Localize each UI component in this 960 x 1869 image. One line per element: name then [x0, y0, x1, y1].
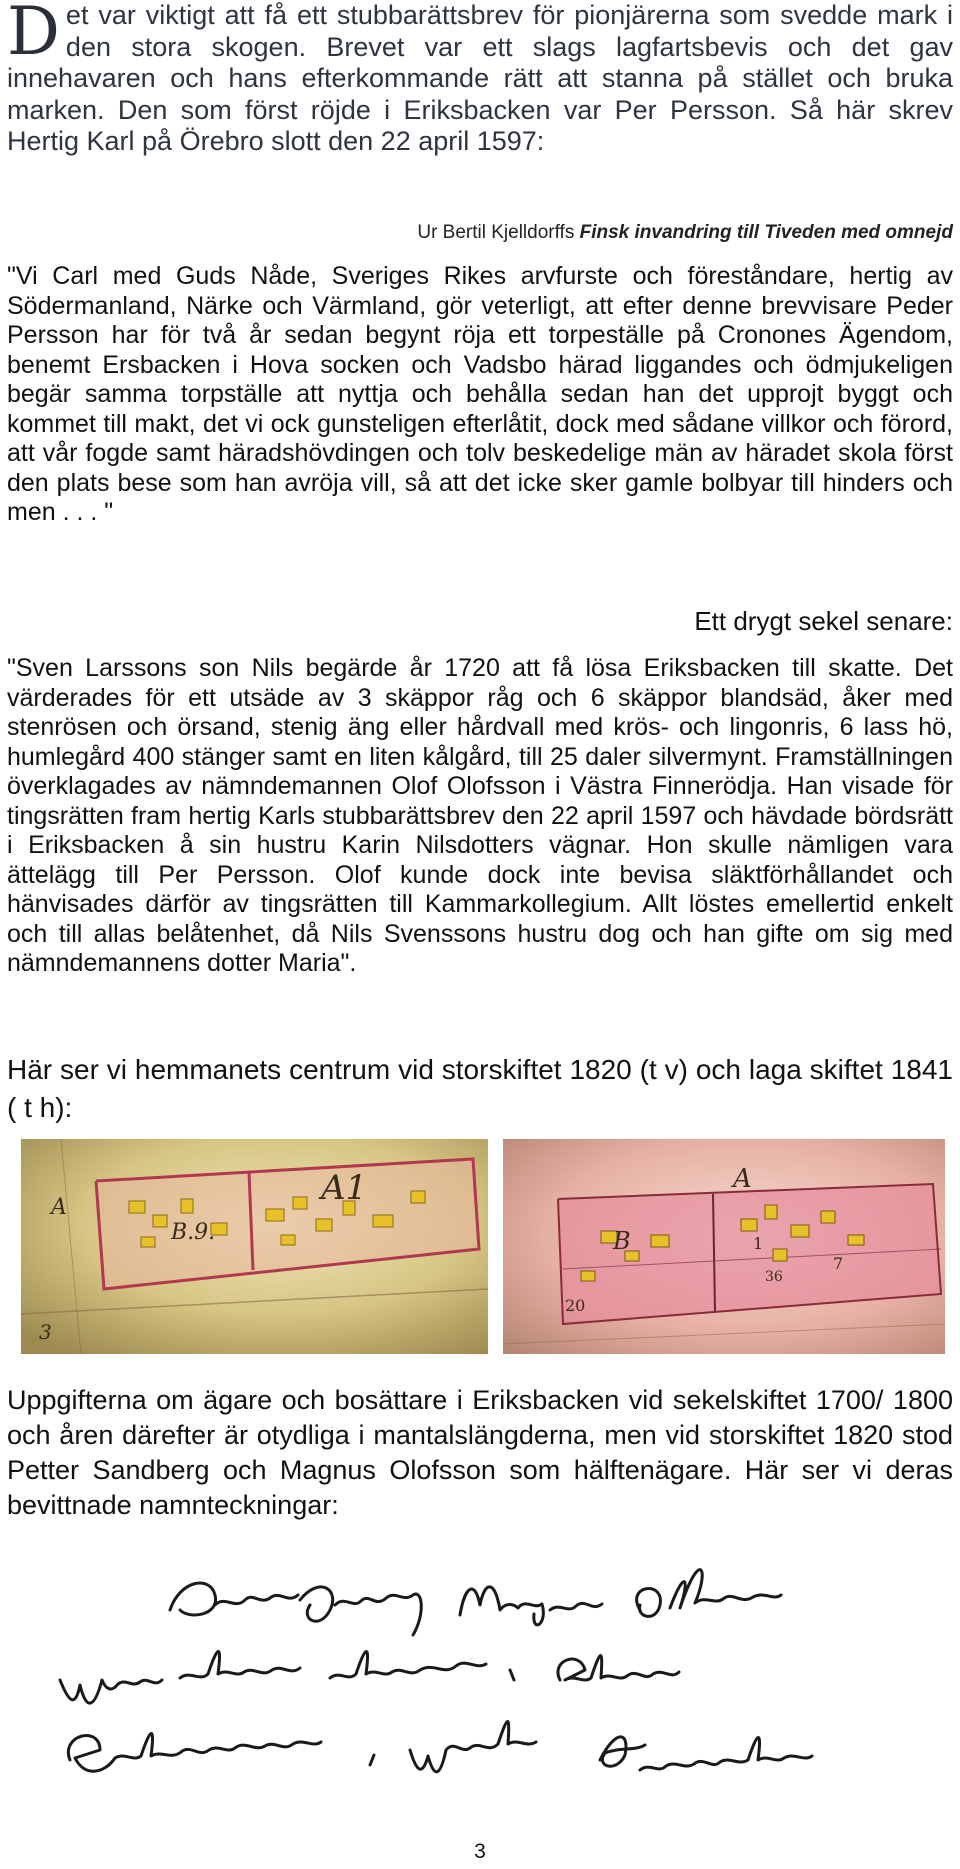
letter-quote: "Vi Carl med Guds Nåde, Sveriges Rikes arvfurste och föreståndare, hertig av Södermanland, Närke och Värmland, gör veterligt, att efter denne brevvisare Peder Persson har för två år sedan begynt röja ett torpeställe på Cronones Ägendom, benemt Ersbacken i Hova socken och Vadsbo härad liggandes och ödmjukeligen begär samma torpställe att nyttja och behålla sedan han det upprojt byggt och kommet till makt, det vi ock gunsteligen efterlåtit, dock med sådane villkor och förord, att vår fogde samt häradshövdingen och tolv beskedelige män av häradet skola först den plats bese som han avröja vill, så att det icke sker gamle bolbyar till hinders och men . . . ": [7, 262, 953, 526]
map-left-label-b9: B.9.: [171, 1220, 216, 1245]
intro-text: et var viktigt att få ett stubbarättsbrev för pionjärerna som svedde mark i den stora skogen. Brevet var ett slags lagfartsbevis och det gav innehavaren och hans efterkommande rätt att stanna på stället och bruka marken. Den som först röjde i Eriksbacken var Per Persson. Så här skrev Hertig Karl på Örebro slott den 22 april 1597:: [7, 0, 953, 156]
owners-paragraph: Uppgifterna om ägare och bosättare i Eriksbacken vid sekelskiftet 1700/ 1800 och åren därefter är otydliga i mantalslängderna, men vid storskiftet 1820 stod Petter Sandberg och Magnus Olofsson som hälftenägare. Här ser vi deras bevittnade namnteckningar:: [7, 1385, 953, 1520]
source-prefix: Ur Bertil Kjelldorffs: [417, 222, 580, 243]
signature-petter-sandberg: [170, 1583, 421, 1635]
map-right-label-1: 1: [753, 1234, 764, 1253]
map-right-label-7: 7: [833, 1254, 844, 1273]
map-right-label-36: 36: [765, 1269, 783, 1285]
intro-paragraph: [7, 0, 953, 158]
section-heading: Ett drygt sekel senare:: [694, 606, 953, 636]
source-book-title: Finsk invandring till Tiveden med omnejd: [579, 222, 953, 243]
map-right-label-a: A: [733, 1164, 752, 1194]
map-right-label-20: 20: [565, 1296, 586, 1315]
map-left-label-a: A: [51, 1195, 67, 1220]
page-number: 3: [474, 1840, 486, 1863]
signature-erik-andersson: [68, 1722, 812, 1772]
map-storskiftet-1820: [21, 1139, 488, 1354]
map-right-label-b: B: [613, 1227, 631, 1255]
signature-wilhum-andersson: [60, 1652, 679, 1704]
map-left-label-a1: A1: [321, 1168, 368, 1208]
source-citation: [417, 222, 953, 244]
signatures-image: [40, 1560, 940, 1830]
maps-caption: Här ser vi hemmanets centrum vid storskiftet 1820 (t v) och laga skiftet 1841 ( t h):: [7, 1054, 953, 1123]
map-left-label-3: 3: [39, 1320, 52, 1344]
court-quote: "Sven Larssons son Nils begärde år 1720 att få lösa Eriksbacken till skatte. Det värderades för ett utsäde av 3 skäppor råg och 6 skäppor blandsäd, åker med stenrösen och örsand, stenig äng eller hårdvall med krös- och lingonris, 6 lass hö, humlegård 400 stänger samt en liten kålgård, till 25 daler silvermynt. Framställningen överklagades av nämndemannen Olof Olofsson i Västra Finnerödja. Han visade för tingsrätten fram hertig Karls stubbarättsbrev den 22 april 1597 och hävdade bördsrätt i Eriksbacken å sin hustru Karin Nilsdotters vägnar. Hon skulle nämligen vara ättelägg till Per Persson. Olof kunde dock inte bevisa släktförhållandet och hänvisades därför av tingsrätten till Kammarkollegium. Allt löstes emellertid enkelt och till allas belåtenhet, då Nils Svenssons hustru dog och han gifte om sig med nämndemannens dotter Maria".: [7, 654, 953, 977]
map-laga-skiftet-1841: [503, 1139, 945, 1354]
signature-magnus-olofsson: [460, 1570, 781, 1625]
drop-cap: D: [7, 0, 60, 70]
